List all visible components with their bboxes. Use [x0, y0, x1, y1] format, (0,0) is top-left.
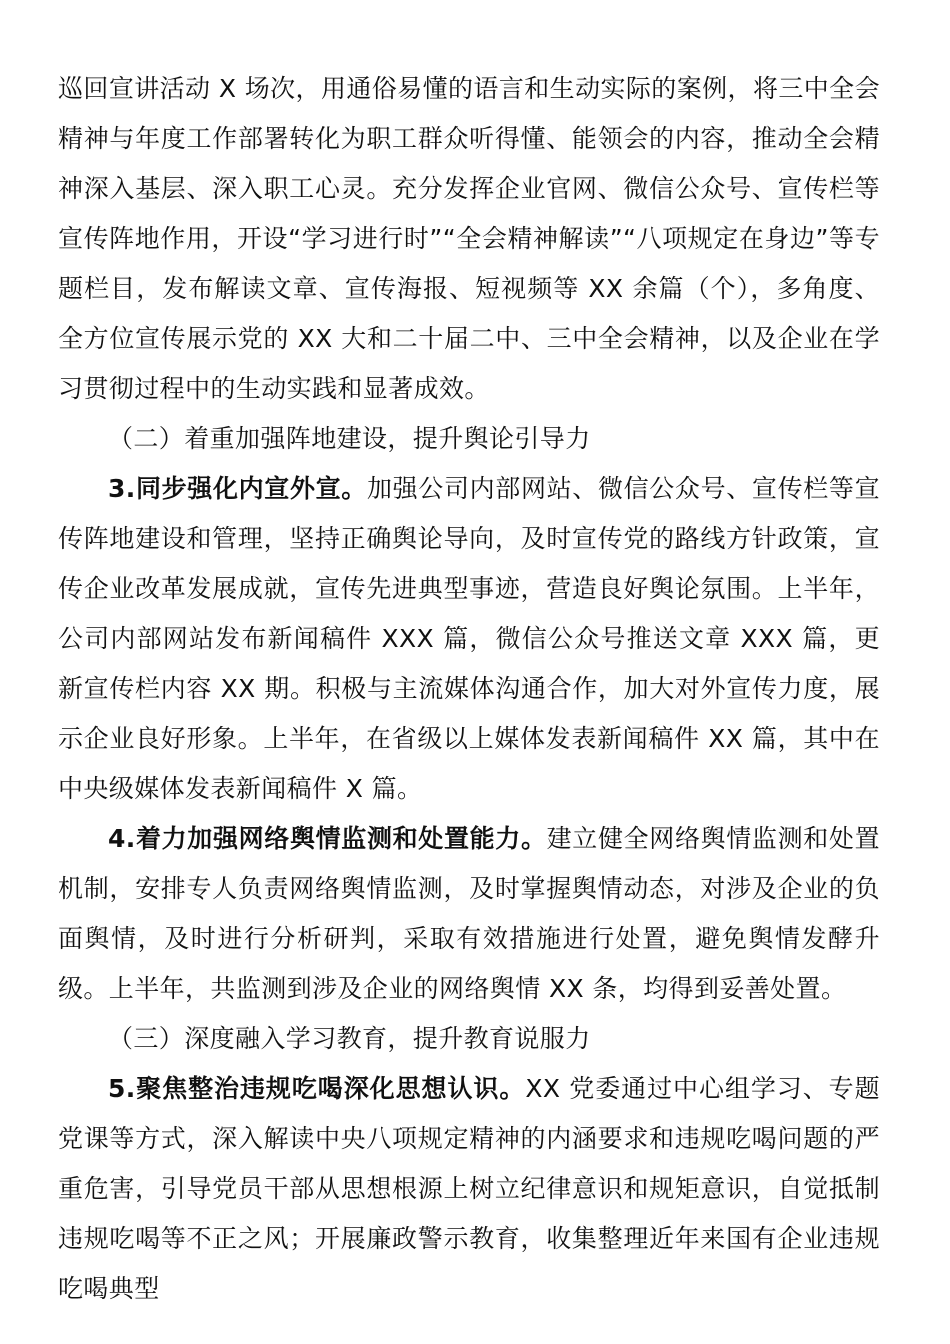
item-paragraph — [58, 1064, 880, 1314]
paragraph-text: 建立健全网络舆情监测和处置机制，安排专人负责网络舆情监测，及时掌握舆情动态，对涉及企业的负面舆情，及时进行分析研判，采取有效措施进行处置，避免舆情发酵升级。上半年，共监测到涉及企业的网络舆情 XX 条，均得到妥善处置。 — [58, 824, 880, 1003]
paragraph-text: 加强公司内部网站、微信公众号、宣传栏等宣传阵地建设和管理，坚持正确舆论导向，及时宣传党的路线方针政策，宣传企业改革发展成就，宣传先进典型事迹，营造良好舆论氛围。上半年，公司内部网站发布新闻稿件 XXX 篇，微信公众号推送文章 XXX 篇，更新宣传栏内容 XX 期。积极与主流媒体沟通合作，加大对外宣传力度，展示企业良好形象。上半年，在省级以上媒体发表新闻稿件 XX 篇，其中在中央级媒体发表新闻稿件 X 篇。 — [58, 474, 880, 803]
body-paragraph — [58, 64, 880, 414]
item-paragraph — [58, 814, 880, 1014]
section-heading-text: （三）深度融入学习教育，提升教育说服力 — [108, 1024, 591, 1053]
section-heading-text: （二）着重加强阵地建设，提升舆论引导力 — [108, 424, 591, 453]
paragraph-text: XX 党委通过中心组学习、专题党课等方式，深入解读中央八项规定精神的内涵要求和违规吃喝问题的严重危害，引导党员干部从思想根源上树立纪律意识和规矩意识，自觉抵制违规吃喝等不正之风；开展廉政警示教育，收集整理近年来国有企业违规吃喝典型 — [58, 1074, 880, 1303]
document-page — [58, 64, 880, 1314]
item-heading: 4.着力加强网络舆情监测和处置能力。 — [108, 824, 547, 853]
item-heading: 5.聚焦整治违规吃喝深化思想认识。 — [108, 1074, 526, 1103]
item-heading: 3.同步强化内宣外宣。 — [108, 474, 367, 503]
section-heading — [58, 414, 880, 464]
paragraph-text: 巡回宣讲活动 X 场次，用通俗易懂的语言和生动实际的案例，将三中全会精神与年度工作部署转化为职工群众听得懂、能领会的内容，推动全会精神深入基层、深入职工心灵。充分发挥企业官网、微信公众号、宣传栏等宣传阵地作用，开设“学习进行时”“全会精神解读”“八项规定在身边”等专题栏目，发布解读文章、宣传海报、短视频等 XX 余篇（个），多角度、全方位宣传展示党的 XX 大和二十届二中、三中全会精神，以及企业在学习贯彻过程中的生动实践和显著成效。 — [58, 74, 880, 403]
item-paragraph — [58, 464, 880, 814]
section-heading — [58, 1014, 880, 1064]
